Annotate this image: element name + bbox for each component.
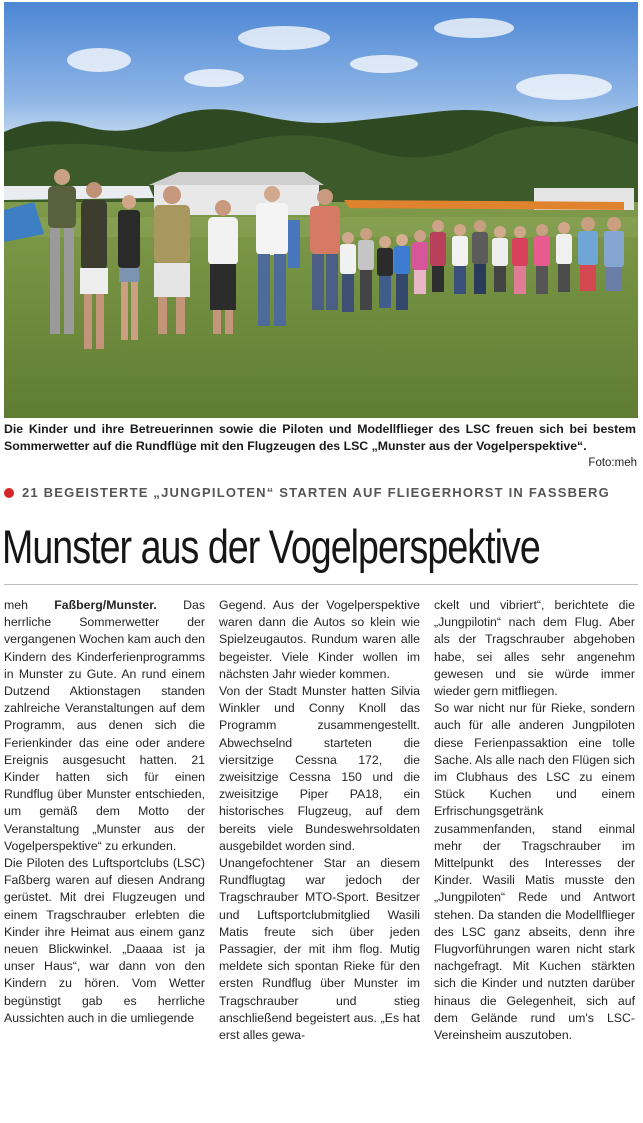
divider xyxy=(4,584,638,585)
article-column-3 xyxy=(434,597,635,1044)
red-bullet-icon xyxy=(4,488,14,498)
article-body xyxy=(4,597,635,1044)
paragraph: Gegend. Aus der Vogelperspektive waren dann die Autos so klein wie Spielzeugautos. Rundum waren alle begeister. Viele Kinder wollen im nächsten Jahr wieder kommen. xyxy=(219,598,420,681)
paragraph: Die Piloten des Luftsportclubs (LSC) Faßberg waren auf diesen Andrang gerüstet. Mit drei Flugzeugen und einem Tragschrauber erlebten die Kinder ihre Heimat aus einem ganz neuen Blickwinkel. „Daaaa ist ja unser Haus“, war dann von den Kindern zu hören. Vom Wetter begünstigt gab es herrliche Aussichten auch in die umliegende xyxy=(4,856,205,1025)
airfield-group-photo-illustration xyxy=(4,2,638,418)
paragraph xyxy=(4,597,205,855)
caption-text: Die Kinder und ihre Betreuerinnen sowie die Piloten und Modellflieger des LSC freuen sich bei bestem Sommerwetter auf die Rundflüge mit den Flugzeugen des LSC „Munster aus der Vogelperspektive“. xyxy=(4,422,636,453)
paragraph: So war nicht nur für Rieke, sondern auch für alle anderen Jungpiloten diese Ferienpassaktion eine tolle Sache. Als alle nach den Flügen sich im Clubhaus des LSC zu einem Stück Kuchen und einem Erfrischungsgetränk zusammenfanden, stand einmal mehr der Tragschrauber im Mittelpunkt des Interesses der Kinder. Wasili Matis musste den „Jungpiloten“ Rede und Antwort stehen. Da standen die Modellflieger des LSC ganz abseits, denn ihre Flugvorführungen waren nicht stark nachgefragt. Mit Kuchen stärkten sich die Kinder und nutzten darüber hinaus die Gelegenheit, sich auf dem Gelände rund um's LSC-Vereinsheim auszutoben. xyxy=(434,701,635,1043)
article-column-1 xyxy=(4,597,205,1044)
photo-credit: Foto:meh xyxy=(588,457,637,469)
paragraph: ckelt und vibriert“, berichtete die „Jungpilotin“ nach dem Flug. Aber als der Tragschrauber abgehoben habe, sei alles sehr angenehm gewesen und sie würde immer wieder gern mitfliegen. xyxy=(434,598,635,699)
paragraph: Von der Stadt Munster hatten Silvia Winkler und Conny Knoll das Programm zusammengestellt. Abwechselnd starteten die viersitzige Cessna 172, die zweisitzige Cessna 150 und die zweisitzige Piper PA18, ein historisches Flugzeug, auf dem bereits viele Bundeswehrsoldaten ausgebildet worden sind. xyxy=(219,684,420,853)
photo-caption xyxy=(4,421,636,455)
author-tag: meh xyxy=(4,598,55,612)
dateline: Faßberg/Munster. xyxy=(54,598,157,612)
article-column-2 xyxy=(219,597,420,1044)
kicker-text: 21 BEGEISTERTE „JUNGPILOTEN“ STARTEN AUF FLIEGERHORST IN FASSBERG xyxy=(22,485,610,500)
paragraph-text: Das herrliche Sommerwetter der vergangenen Wochen kam auch den Kindern des Kinderferienprogramms in Munster zu Gute. An rund einem Dutzend Aktionstagen standen zahlreiche Veranstaltungen auf dem Programm, aus denen sich die Ferienkinder das eine oder andere Ereignis ausgesucht hatten. 21 Kinder hatten sich für einen Rundflug über Munster entschieden, um gemäß dem Motto der Veranstaltung „Munster aus der Vogelperspektive“ zu erkunden. xyxy=(4,598,205,853)
group-photo xyxy=(4,2,638,418)
headline: Munster aus der Vogelperspektive xyxy=(2,520,540,573)
paragraph: Unangefochtener Star an diesem Rundflugtag war jedoch der Tragschrauber MTO-Sport. Besitzer und Luftsportclubmitglied Wasili Matis freute sich über jeden Passagier, der mit ihm flog. Mutig meldete sich spontan Rieke für den ersten Rundflug über Munster im Tragschrauber und stieg anschließend begeistert aus. „Es hat erst alles gewa- xyxy=(219,856,420,1043)
kicker xyxy=(4,485,638,500)
